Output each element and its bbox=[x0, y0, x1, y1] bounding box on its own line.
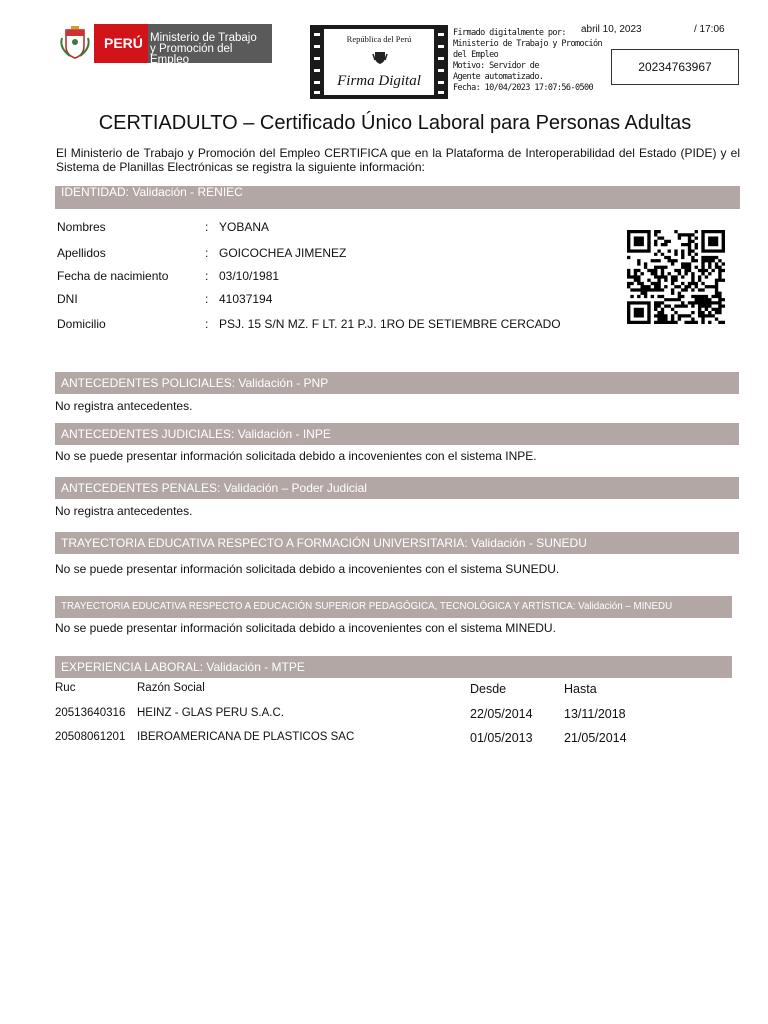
colon: : bbox=[205, 317, 209, 331]
certificate-number: 20234763967 bbox=[611, 49, 739, 85]
cell-ruc: 20508061201 bbox=[55, 731, 126, 743]
section-header-identity: IDENTIDAD: Validación - RENIEC bbox=[55, 186, 740, 209]
value-birthdate: 03/10/1981 bbox=[219, 269, 280, 283]
label-apellidos: Apellidos bbox=[57, 246, 106, 260]
section-header-universitaria: TRAYECTORIA EDUCATIVA RESPECTO A FORMACIÓN UNIVERSITARIA: Validación - SUNEDU bbox=[55, 532, 739, 554]
value-dni: 41037194 bbox=[219, 292, 273, 306]
ministry-logo bbox=[56, 24, 272, 66]
section-header-superior: TRAYECTORIA EDUCATIVA RESPECTO A EDUCACIÓN SUPERIOR PEDAGÓGICA, TECNOLÓGICA Y ARTÍSTICA: Validación – MINEDU bbox=[55, 596, 732, 618]
cell-ruc: 20513640316 bbox=[55, 707, 126, 719]
colon: : bbox=[205, 269, 209, 283]
stamp-republic: República del Perú bbox=[346, 34, 412, 44]
intro-paragraph: El Ministerio de Trabajo y Promoción del Empleo CERTIFICA que en la Plataforma de Interoperabilidad del Estado (PIDE) y el Sistema de Planillas Electrónicas se registra la siguiente información: bbox=[56, 146, 740, 174]
column-header-ruc: Ruc bbox=[55, 682, 76, 694]
label-domicilio: Domicilio bbox=[57, 317, 106, 331]
column-header-razon-social: Razón Social bbox=[137, 682, 205, 694]
policial-text: No registra antecedentes. bbox=[55, 399, 193, 413]
penal-text: No registra antecedentes. bbox=[55, 504, 193, 518]
section-header-policial: ANTECEDENTES POLICIALES: Validación - PNP bbox=[55, 372, 739, 394]
coat-of-arms-icon bbox=[56, 24, 94, 63]
section-header-judicial: ANTECEDENTES JUDICIALES: Validación - INPE bbox=[55, 423, 739, 445]
judicial-text: No se puede presentar información solicitada debido a incovenientes con el sistema INPE. bbox=[55, 449, 537, 463]
universitaria-text: No se puede presentar información solicitada debido a incovenientes con el sistema SUNEDU. bbox=[55, 562, 560, 576]
value-nombres: YOBANA bbox=[219, 220, 270, 234]
issue-time: / 17:06 bbox=[694, 24, 725, 35]
cell-desde: 22/05/2014 bbox=[470, 707, 533, 721]
qr-code-icon bbox=[627, 230, 725, 324]
colon: : bbox=[205, 246, 209, 260]
superior-text: No se puede presentar información solicitada debido a incovenientes con el sistema MINEDU. bbox=[55, 621, 556, 635]
digital-signature-stamp bbox=[310, 25, 448, 99]
value-apellidos: GOICOCHEA JIMENEZ bbox=[219, 246, 347, 260]
signature-info: Firmado digitalmente por: Ministerio de Trabajo y Promoción del Empleo Motivo: Servidor de Agente automatizado. Fecha: 10/04/2023 17:07:56-0500 bbox=[453, 28, 603, 93]
cell-desde: 01/05/2013 bbox=[470, 731, 533, 745]
cell-razon-social: IBEROAMERICANA DE PLASTICOS SAC bbox=[137, 731, 355, 743]
colon: : bbox=[205, 292, 209, 306]
logo-country: PERÚ bbox=[94, 24, 148, 63]
label-dni: DNI bbox=[57, 292, 78, 306]
logo-ministry-name: Ministerio de Trabajo y Promoción del Empleo bbox=[150, 32, 257, 66]
cell-hasta: 21/05/2014 bbox=[564, 731, 627, 745]
cell-hasta: 13/11/2018 bbox=[564, 707, 626, 721]
issue-date: abril 10, 2023 bbox=[581, 24, 642, 35]
stamp-title: Firma Digital bbox=[337, 73, 421, 89]
emblem-icon bbox=[372, 49, 388, 70]
value-domicilio: PSJ. 15 S/N MZ. F LT. 21 P.J. 1RO DE SETIEMBRE CERCADO bbox=[219, 317, 561, 331]
colon: : bbox=[205, 220, 209, 234]
section-header-laboral: EXPERIENCIA LABORAL: Validación - MTPE bbox=[55, 656, 732, 678]
section-header-penal: ANTECEDENTES PENALES: Validación – Poder Judicial bbox=[55, 477, 739, 499]
column-header-hasta: Hasta bbox=[564, 682, 597, 696]
label-nombres: Nombres bbox=[57, 220, 106, 234]
label-birthdate: Fecha de nacimiento bbox=[57, 269, 169, 283]
column-header-desde: Desde bbox=[470, 682, 507, 696]
document-title: CERTIADULTO – Certificado Único Laboral para Personas Adultas bbox=[98, 112, 692, 134]
cell-razon-social: HEINZ - GLAS PERU S.A.C. bbox=[137, 707, 284, 719]
